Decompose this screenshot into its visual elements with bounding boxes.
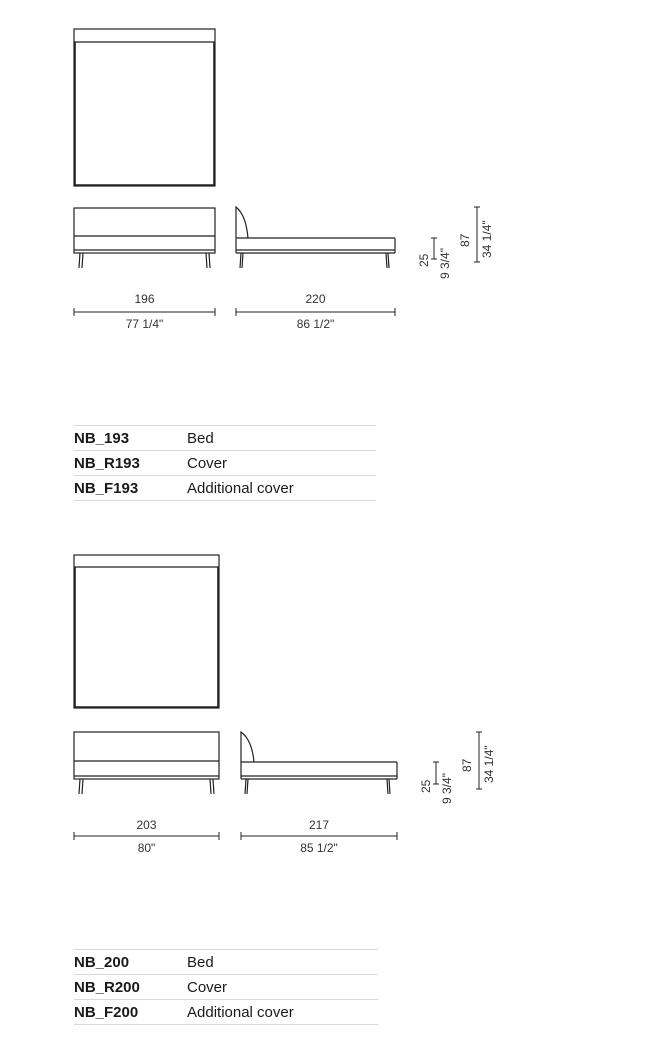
product-description: Additional cover [187,1000,378,1025]
table-row [74,1000,378,1025]
bed-top-view-2 [74,555,219,708]
seat-height-cm-2: 25 [419,779,433,793]
bed-side-view-2 [241,732,397,794]
width-in-1: 77 1/4" [125,317,164,331]
seat-height-in-1: 9 3/4" [438,248,452,279]
bed-front-view-1 [74,208,215,268]
product-code: NB_R200 [74,975,187,1000]
product-code: NB_193 [74,426,187,451]
product-description: Bed [187,426,376,451]
product-description: Cover [187,451,376,476]
length-cm-1: 220 [305,292,326,306]
product-code: NB_200 [74,950,187,975]
total-height-in-1: 34 1/4" [480,220,494,258]
total-height-cm-1: 87 [458,233,472,247]
width-cm-1: 196 [134,292,155,306]
total-height-in-2: 34 1/4" [482,745,496,783]
table-row [74,476,376,501]
length-cm-2: 217 [308,818,330,832]
code-table-1 [74,425,376,501]
code-table-2 [74,949,378,1025]
product-code: NB_F193 [74,476,187,501]
length-in-1: 86 1/2" [296,317,335,331]
bed-side-view-1 [236,207,395,268]
bed-top-view-1 [74,29,215,186]
length-in-2: 85 1/2" [300,841,338,855]
product-description: Cover [187,975,378,1000]
table-row [74,975,378,1000]
product-code: NB_R193 [74,451,187,476]
bed-front-view-2 [74,732,219,794]
table-row [74,451,376,476]
product-code: NB_F200 [74,1000,187,1025]
seat-height-cm-1: 25 [417,253,431,267]
width-cm-2: 203 [136,818,157,832]
seat-height-in-2: 9 3/4" [440,773,454,804]
table-row [74,950,378,975]
table-row [74,426,376,451]
product-description: Bed [187,950,378,975]
width-in-2: 80" [137,841,156,855]
product-description: Additional cover [187,476,376,501]
total-height-cm-2: 87 [460,758,474,772]
